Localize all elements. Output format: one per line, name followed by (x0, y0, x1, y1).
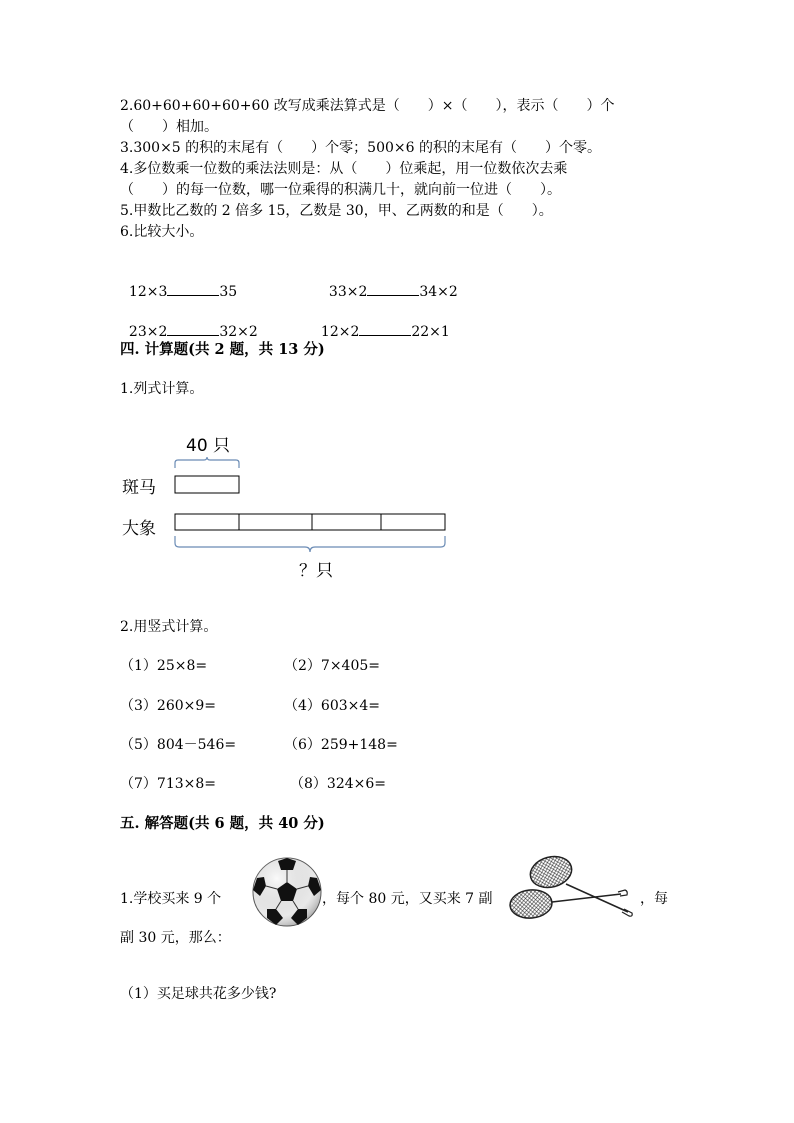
q2-line1: 2.60+60+60+60+60 改写成乘法算式是（ ）×（ ），表示（ ）个 (120, 98, 615, 114)
q2-line2: （ ）相加。 (120, 119, 218, 135)
diagram-top-label: 40 只 (186, 436, 231, 456)
section5-heading: 五. 解答题(共 6 题，共 40 分) (120, 815, 325, 832)
badminton-racket-icon (509, 852, 632, 920)
problem-3: （3）260×9= (120, 698, 216, 714)
bottom-brace (175, 536, 445, 552)
problem-1: （1）25×8= (120, 658, 208, 674)
elephant-bar (175, 514, 445, 530)
compare-item: 33×2 34×2 (320, 261, 458, 302)
diagram-row-elephant: 大象 (122, 519, 156, 539)
problem-8: （8）324×6= (290, 776, 386, 792)
section4-q1: 1.列式计算。 (120, 381, 204, 397)
problem-4: （4）603×4= (284, 698, 380, 714)
q4-line1: 4.多位数乘一位数的乘法法则是：从（ ）位乘起，用一位数依次去乘 (120, 161, 568, 177)
problem-5: （5）804－546= (120, 737, 237, 753)
problem-6: （6）259+148= (284, 737, 398, 753)
soccer-ball-icon (253, 858, 321, 926)
section4-q2: 2.用竖式计算。 (120, 619, 218, 635)
problem-7: （7）713×8= (120, 776, 216, 792)
compare-item: 23×2 32×2 (120, 301, 258, 342)
compare-item: 12×3 35 (120, 261, 237, 302)
section5-q1-part-a: 1.学校买来 9 个 (120, 891, 222, 907)
diagram-row-zebra: 斑马 (122, 478, 156, 498)
q5-text: 5.甲数比乙数的 2 倍多 15，乙数是 30，甲、乙两数的和是（ ）。 (120, 203, 553, 219)
q6-text: 6.比较大小。 (120, 224, 204, 240)
q3-text: 3.300×5 的积的末尾有（ ）个零；500×6 的积的末尾有（ ）个零。 (120, 140, 601, 156)
problem-2: （2）7×405= (284, 658, 380, 674)
section5-q1-part-b: ，每个 80 元，又买来 7 副 (322, 891, 493, 907)
diagram-bottom-label: ？只 (299, 561, 333, 581)
zebra-bar (175, 476, 239, 493)
compare-item: 12×2 22×1 (312, 301, 450, 342)
section4-heading: 四. 计算题(共 2 题，共 13 分) (120, 341, 325, 358)
section5-q1-line2: 副 30 元，那么： (120, 930, 231, 946)
q4-line2: （ ）的每一位数，哪一位乘得的积满几十，就向前一位进（ ）。 (120, 182, 561, 198)
section5-q1-part-c: ，每 (640, 891, 668, 907)
section5-sub1: （1）买足球共花多少钱? (120, 986, 277, 1002)
top-brace (175, 457, 239, 468)
